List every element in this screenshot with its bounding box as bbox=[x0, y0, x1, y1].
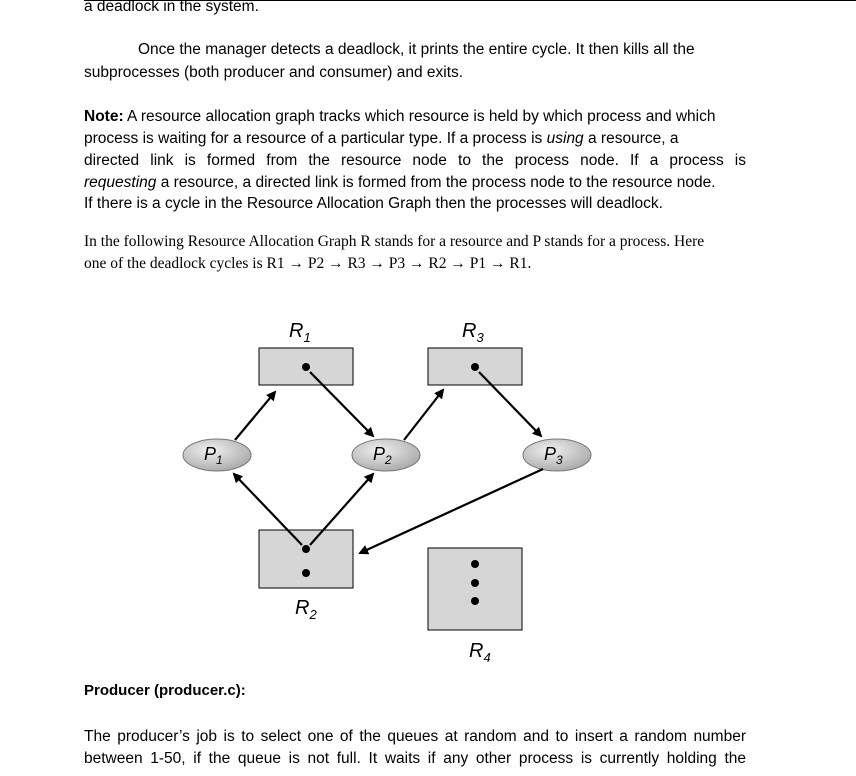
intro-fragment: a deadlock in the system. bbox=[84, 0, 259, 15]
para1-line1: Once the manager detects a deadlock, it prints the entire cycle. It then kills all the bbox=[138, 41, 695, 58]
resource-r2-instance-1 bbox=[302, 545, 310, 553]
producer-heading: Producer (producer.c): bbox=[84, 682, 246, 699]
label-r4: $R_4$ bbox=[469, 640, 491, 665]
note-line2-start: process is waiting for a resource of a particular type. If a process is bbox=[84, 130, 547, 147]
note-line4-text: a resource, a directed link is formed from the process node to the resource node. bbox=[156, 174, 716, 191]
note-line4-emphasis: requesting bbox=[84, 174, 157, 191]
label-r2: $R_2$ bbox=[295, 597, 317, 622]
note-line3: directed link is formed from the resource node to the process node. If a process is bbox=[84, 152, 746, 169]
resource-r4-instance-1 bbox=[471, 560, 479, 568]
label-p3: $P_3$ bbox=[544, 444, 563, 467]
resource-r4-instance-2 bbox=[471, 579, 479, 587]
resource-r2-instance-2 bbox=[302, 569, 310, 577]
note-line1-text: A resource allocation graph tracks which resource is held by which process and which bbox=[123, 108, 716, 125]
note-line5: If there is a cycle in the Resource Allocation Graph then the processes will deadlock. bbox=[84, 195, 663, 212]
producer-line1: The producer’s job is to select one of the queues at random and to insert a random number bbox=[84, 728, 746, 745]
note-label: Note: bbox=[84, 108, 124, 125]
label-p2: $P_2$ bbox=[373, 444, 392, 467]
resource-r3-instance bbox=[471, 363, 479, 371]
resource-r4-instance-3 bbox=[471, 597, 479, 605]
rag-intro-line1: In the following Resource Allocation Graph R stands for a resource and P stands for a process. Here bbox=[84, 233, 705, 250]
note-line2-emphasis: using bbox=[546, 130, 584, 147]
edge-p3-to-r2 bbox=[360, 469, 543, 553]
rag-intro-line2: one of the deadlock cycles is R1 → P2 → R3 → P3 → R2 → P1 → R1. bbox=[84, 255, 532, 272]
resource-r2-box bbox=[259, 530, 353, 588]
edge-p1-to-r1 bbox=[235, 392, 275, 440]
producer-line2: between 1-50, if the queue is not full. It waits if any other process is currently holding the bbox=[84, 750, 746, 767]
label-p1: $P_1$ bbox=[204, 444, 223, 467]
para1-line2: subprocesses (both producer and consumer) and exits. bbox=[84, 64, 464, 81]
resource-r1-instance bbox=[302, 363, 310, 371]
edge-p2-to-r3 bbox=[404, 390, 443, 440]
label-r3: $R_3$ bbox=[462, 320, 484, 345]
note-line2-end: a resource, a bbox=[583, 130, 679, 147]
label-r1: $R_1$ bbox=[289, 320, 311, 345]
